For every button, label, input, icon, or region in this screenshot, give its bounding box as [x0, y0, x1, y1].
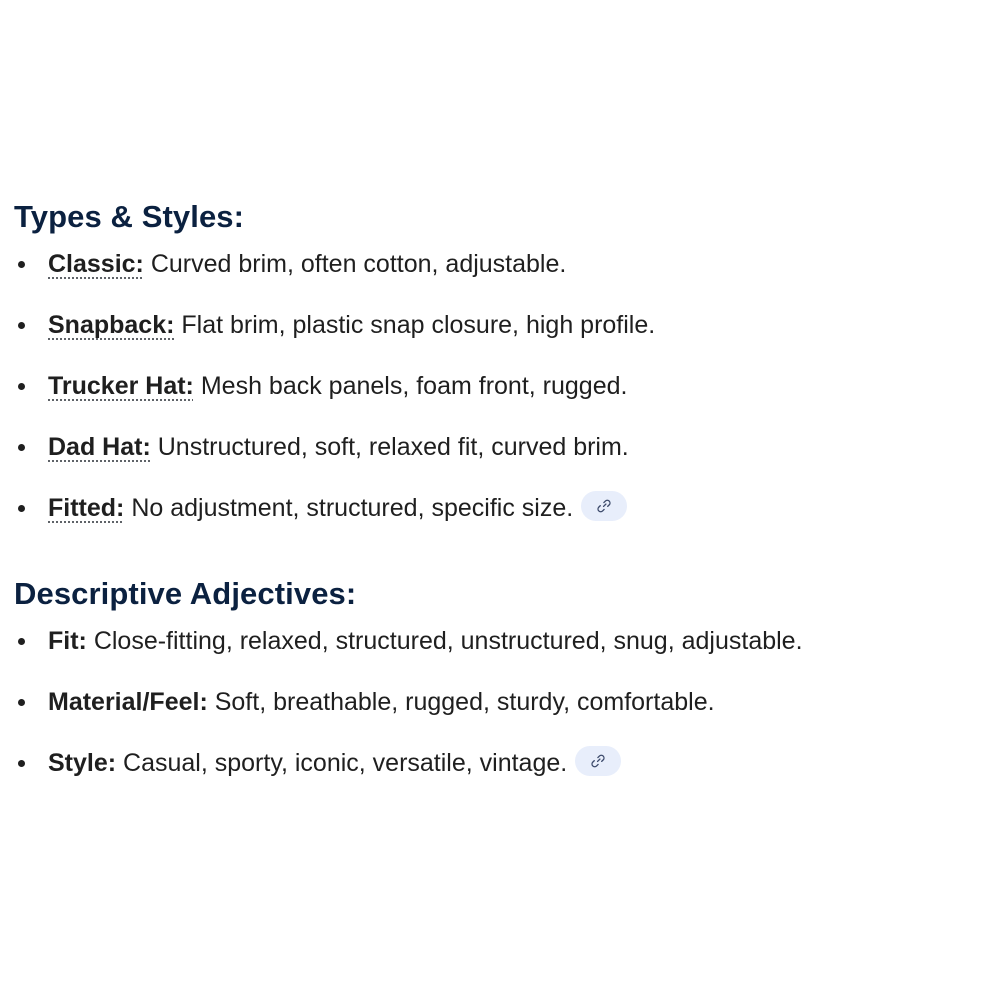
- source-link-chip[interactable]: [575, 746, 621, 776]
- types-styles-list: [14, 242, 984, 547]
- list-item-material-feel: [14, 680, 984, 741]
- section-heading-types-styles: Types & Styles:: [14, 199, 245, 234]
- desc-fitted: No adjustment, structured, specific size.: [124, 494, 574, 522]
- desc-trucker-hat: Mesh back panels, foam front, rugged.: [193, 372, 628, 400]
- desc-fit: Close-fitting, relaxed, structured, unstructured, snug, adjustable.: [86, 627, 803, 655]
- desc-style: Casual, sporty, iconic, versatile, vintage.: [116, 749, 568, 777]
- descriptive-adjectives-list: [14, 619, 984, 802]
- source-link-chip[interactable]: [581, 491, 627, 521]
- term-snapback[interactable]: Snapback:: [48, 311, 175, 339]
- link-icon: [596, 498, 612, 514]
- link-icon: [590, 753, 606, 769]
- desc-snapback: Flat brim, plastic snap closure, high profile.: [174, 311, 656, 339]
- term-classic[interactable]: Classic:: [48, 250, 144, 278]
- list-item-snapback: [14, 303, 984, 364]
- section-heading-descriptive-adjectives: Descriptive Adjectives:: [14, 576, 357, 611]
- desc-dad-hat: Unstructured, soft, relaxed fit, curved brim.: [150, 433, 629, 461]
- desc-classic: Curved brim, often cotton, adjustable.: [143, 250, 567, 278]
- list-item-style: [14, 741, 984, 802]
- term-style: Style:: [48, 749, 117, 777]
- list-item-fitted: [14, 486, 984, 547]
- term-material-feel: Material/Feel:: [48, 688, 208, 716]
- list-item-classic: [14, 242, 984, 303]
- desc-material-feel: Soft, breathable, rugged, sturdy, comfortable.: [207, 688, 715, 716]
- list-item-trucker-hat: [14, 364, 984, 425]
- list-item-fit: [14, 619, 984, 680]
- term-fitted[interactable]: Fitted:: [48, 494, 125, 522]
- term-fit: Fit:: [48, 627, 87, 655]
- list-item-dad-hat: [14, 425, 984, 486]
- term-dad-hat[interactable]: Dad Hat:: [48, 433, 151, 461]
- response-content: [14, 192, 984, 802]
- term-trucker-hat[interactable]: Trucker Hat:: [48, 372, 194, 400]
